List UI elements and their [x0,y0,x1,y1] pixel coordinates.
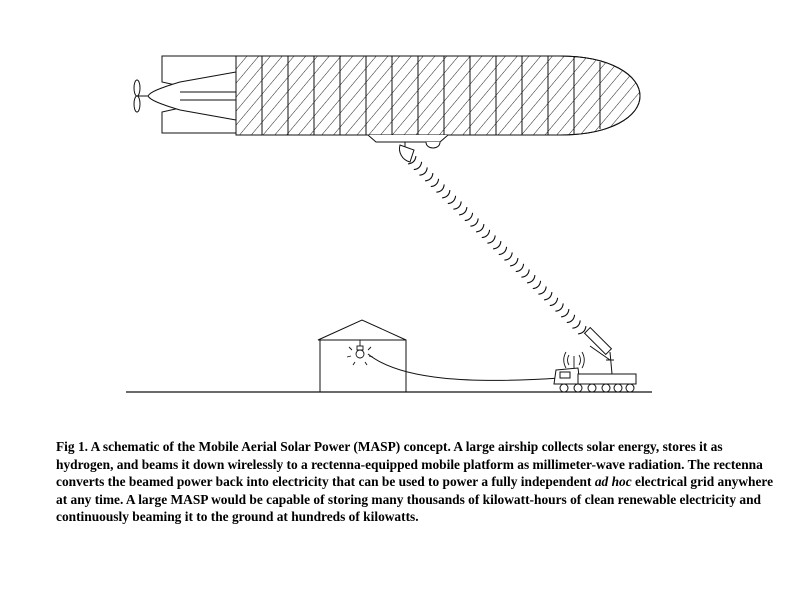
wave-arc [521,269,529,277]
wave-arc [510,258,518,266]
caption-part-2: electrical grid anywhere at any time. A large MASP would be capable of storing many thousands of kilowatt-hours of clean renewable electricity and continuously beaming it to the ground at hundreds of kilowatts. [56,474,774,524]
millimeter-wave-beam [408,156,586,334]
truck-bed [578,374,636,384]
wave-arc [465,213,473,221]
wave-arc [414,162,422,170]
wave-arc [487,235,495,243]
wave-arc [533,281,541,289]
wave-arc [425,173,433,181]
figure-caption [56,438,776,526]
transmitter-dish [399,145,414,162]
wave-arc [572,320,580,328]
sensor-pod [426,142,440,148]
wave-arc [504,252,512,260]
rectenna-panel [585,328,612,355]
building [318,320,406,392]
wave-arc [419,167,427,175]
wave-arc [442,190,450,198]
wave-arc [470,218,478,226]
wave-arc [459,207,467,215]
wave-arc [516,264,524,272]
wave-arc [453,201,461,209]
propeller [134,80,148,112]
wave-arc [431,179,439,187]
wave-arc [436,184,444,192]
wave-arc [527,275,535,283]
wave-arc [561,309,569,317]
building-roof [318,320,406,340]
wave-arc [538,286,546,294]
antenna-icon [564,352,585,368]
mobile-platform-truck [554,328,636,392]
wave-arc [499,247,507,255]
truck-wheels [560,384,634,392]
wave-arc [544,292,552,300]
wave-arc [476,224,484,232]
airship [134,50,646,162]
wave-arc [567,315,575,323]
caption-italic-term: ad hoc [594,474,632,489]
wave-arc [493,241,501,249]
wave-arc [555,303,563,311]
caption-part-1: Fig 1. A schematic of the Mobile Aerial Solar Power (MASP) concept. A large airship collects solar energy, stores it as hydrogen, and beams it down wirelessly to a rectenna-equipped mobile platform as millimeter-wave radiation. The rectenna converts the beamed power back into electricity that can be used to power a fully independent [56,439,763,489]
wave-arc [448,196,456,204]
wave-arc [550,298,558,306]
gondola [368,135,448,142]
wave-arc [482,230,490,238]
